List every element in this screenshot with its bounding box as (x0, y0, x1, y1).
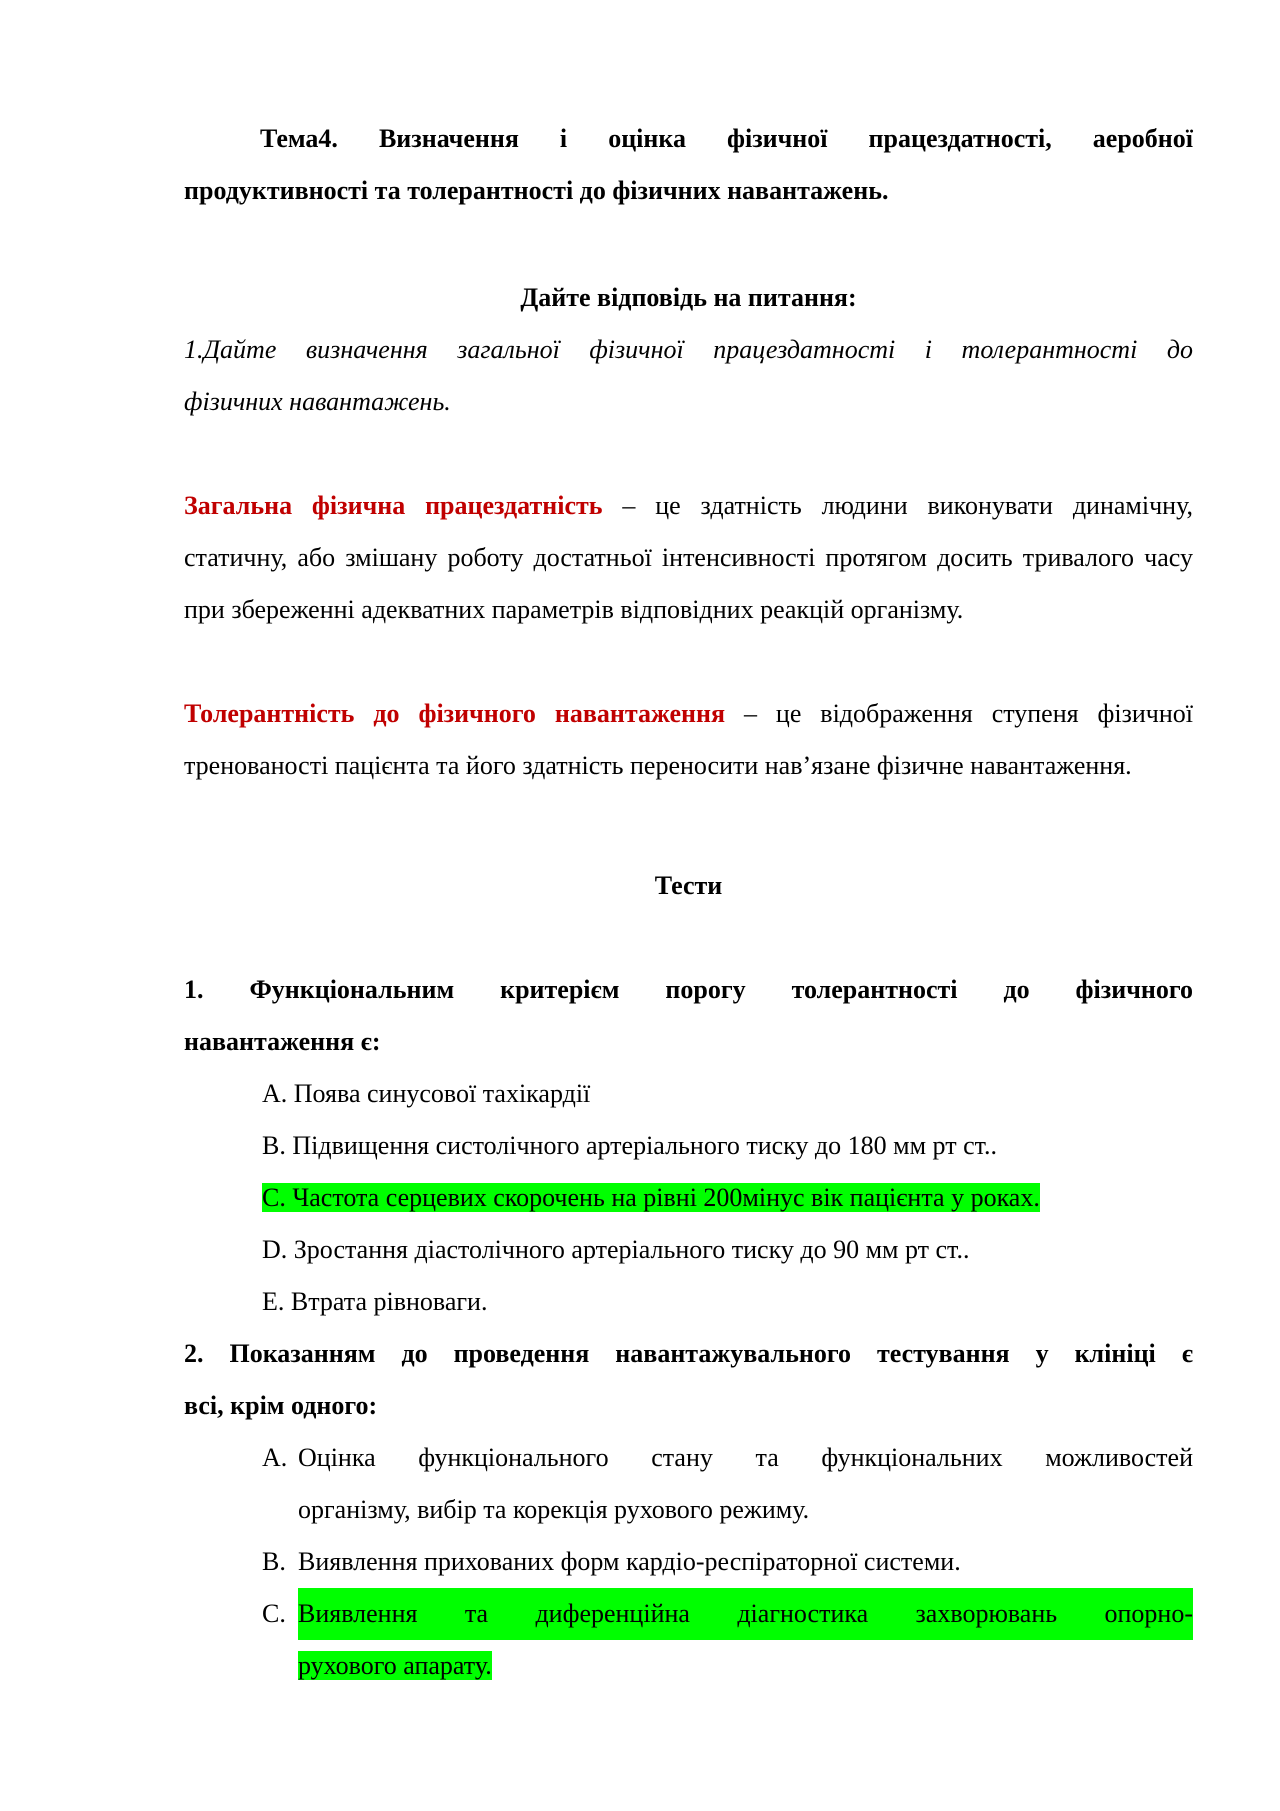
test-2-question-line-2: всі, крім одного: (184, 1391, 378, 1420)
option-text-line-1: Оцінка функціонального стану та функціональних можливостей (298, 1443, 1193, 1472)
option-text-line-2 (298, 1640, 1193, 1692)
term-tolerance: Толерантність до фізичного навантаження (184, 699, 726, 728)
test-1-option-a: A. Поява синусової тахікардії (262, 1079, 591, 1108)
option-text-line-2: організму, вибір та корекція рухового режиму. (298, 1495, 810, 1524)
tests-heading: Тести (654, 871, 723, 900)
test-2-option-c-correct (262, 1588, 1193, 1692)
test-1-option-e: E. Втрата рівноваги. (262, 1287, 488, 1316)
option-letter: C. (262, 1599, 286, 1628)
definition-text: – це відображення ступеня фізичної тренованості пацієнта та його здатність переносити нав’язане фізичне навантаження. (184, 699, 1193, 780)
question-1-line-1: 1.Дайте визначення загальної фізичної працездатності і толерантності до (184, 335, 1193, 364)
test-1-question-line-2: навантаження є: (184, 1027, 381, 1056)
test-2-option-a (262, 1432, 1193, 1536)
correct-answer-highlight-line-1: Виявлення та диференційна діагностика захворювань опорно- (298, 1588, 1193, 1640)
test-1-option-c-correct (262, 1172, 1193, 1224)
term-general-work-capacity: Загальна фізична працездатність (184, 491, 603, 520)
test-1-option-b: B. Підвищення систолічного артеріального тиску до 180 мм рт ст.. (262, 1131, 998, 1160)
option-letter: B. (262, 1547, 286, 1576)
definition-general-work-capacity (184, 480, 1193, 636)
question-1-line-2: фізичних навантажень. (184, 387, 451, 416)
prompt-heading: Дайте відповідь на питання: (520, 283, 857, 312)
test-2-question-line-1: 2. Показанням до проведення навантажувального тестування у клініці є (184, 1339, 1193, 1368)
title-line-2: продуктивності та толерантності до фізичних навантажень. (184, 176, 889, 205)
option-letter: A. (262, 1443, 288, 1472)
test-2-option-b (262, 1536, 1193, 1588)
correct-answer-highlight-line-2: рухового апарату. (298, 1651, 492, 1680)
definition-text: – це здатність людини виконувати динамічну, статичну, або змішану роботу достатньої інтенсивності протягом досить тривалого часу при збереженні адекватних параметрів відповідних реакцій організму. (184, 491, 1193, 624)
test-1-option-d: D. Зростання діастолічного артеріального тиску до 90 мм рт ст.. (262, 1235, 970, 1264)
definition-tolerance (184, 688, 1193, 792)
option-text-line-1: Виявлення прихованих форм кардіо-респіраторної системи. (298, 1547, 961, 1576)
test-1-question-line-1: 1. Функціональним критерієм порогу толерантності до фізичного (184, 975, 1193, 1004)
correct-answer-highlight: C. Частота серцевих скорочень на рівні 200мінус вік пацієнта у роках. (262, 1183, 1040, 1212)
title-line-1: Тема4. Визначення і оцінка фізичної працездатності, аеробної (260, 124, 1193, 153)
